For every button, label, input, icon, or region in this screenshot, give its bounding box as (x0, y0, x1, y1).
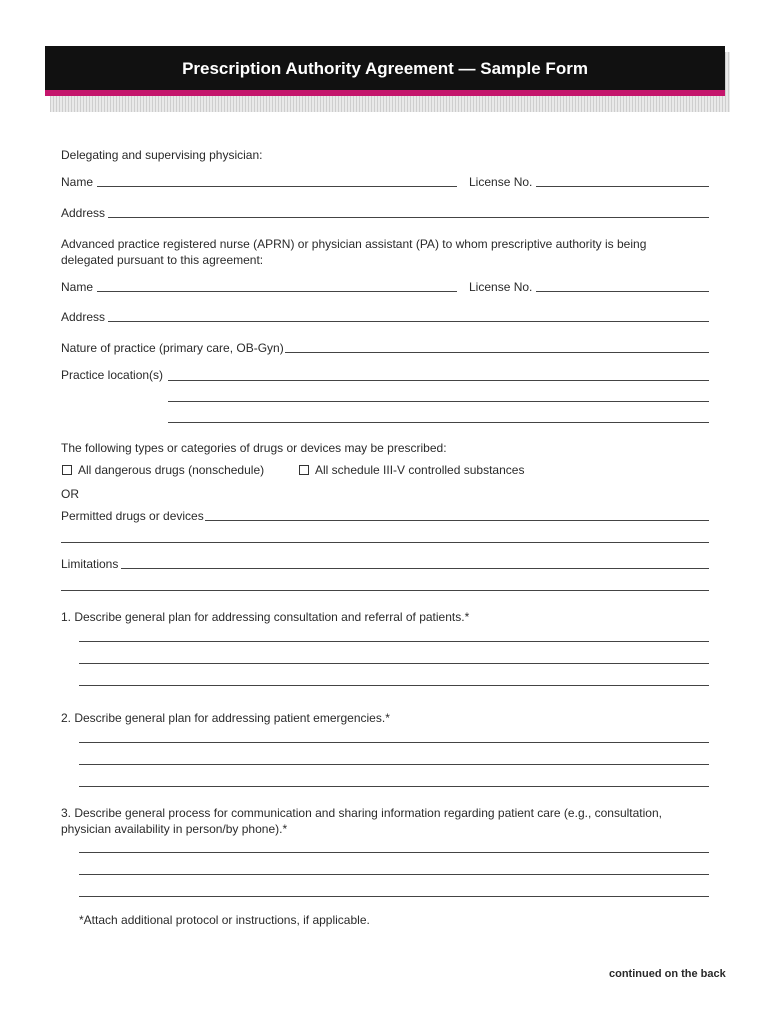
practice-location-field-3[interactable] (168, 422, 709, 423)
physician-name-label: Name (61, 175, 94, 189)
delegate-address-field[interactable] (108, 321, 709, 322)
controlled-substances-label: All schedule III-V controlled substances (315, 463, 525, 477)
question-1-label: 1. Describe general plan for addressing consultation and referral of patients.* (61, 610, 470, 624)
footnote: *Attach additional protocol or instructions, if applicable. (79, 913, 370, 927)
permitted-drugs-field-1[interactable] (205, 520, 709, 521)
question-3-field-3[interactable] (79, 896, 709, 897)
question-2-field-1[interactable] (79, 742, 709, 743)
limitations-field-2[interactable] (61, 590, 709, 591)
practice-location-label: Practice location(s) (61, 368, 164, 382)
delegate-heading: Advanced practice registered nurse (APRN) or physician assistant (PA) to whom prescriptive authority is being delegated pursuant to this agreement: (61, 237, 647, 267)
delegate-name-label: Name (61, 280, 94, 294)
delegate-license-field[interactable] (536, 291, 709, 292)
permitted-drugs-label: Permitted drugs or devices (61, 509, 204, 523)
practice-location-field-2[interactable] (168, 401, 709, 402)
physician-name-field[interactable] (97, 186, 457, 187)
question-2-field-3[interactable] (79, 786, 709, 787)
physician-license-label: License No. (469, 175, 533, 189)
question-1-field-3[interactable] (79, 685, 709, 686)
delegate-license-label: License No. (469, 280, 533, 294)
physician-address-field[interactable] (108, 217, 709, 218)
continued-on-back: continued on the back (609, 968, 726, 980)
question-1-field-2[interactable] (79, 663, 709, 664)
limitations-label: Limitations (61, 557, 119, 571)
controlled-substances-checkbox[interactable] (299, 465, 309, 475)
physician-address-label: Address (61, 206, 106, 220)
question-3-label: 3. Describe general process for communication and sharing information regarding patient care (e.g., consultation, physician availability in person/by phone).* (61, 806, 662, 836)
form-title: Prescription Authority Agreement — Sample Form (45, 46, 725, 91)
permitted-drugs-field-2[interactable] (61, 542, 709, 543)
dangerous-drugs-label: All dangerous drugs (nonschedule) (78, 463, 265, 477)
physician-license-field[interactable] (536, 186, 709, 187)
question-2-label: 2. Describe general plan for addressing patient emergencies.* (61, 711, 390, 725)
limitations-field-1[interactable] (121, 568, 709, 569)
question-2-field-2[interactable] (79, 764, 709, 765)
physician-heading: Delegating and supervising physician: (61, 148, 263, 162)
or-label: OR (61, 487, 79, 501)
practice-location-field-1[interactable] (168, 380, 709, 381)
delegate-address-label: Address (61, 310, 106, 324)
nature-of-practice-label: Nature of practice (primary care, OB-Gyn) (61, 341, 284, 355)
question-3-field-1[interactable] (79, 852, 709, 853)
title-accent-bar (45, 90, 725, 96)
drugs-heading: The following types or categories of drugs or devices may be prescribed: (61, 441, 447, 455)
question-1-field-1[interactable] (79, 641, 709, 642)
question-3-field-2[interactable] (79, 874, 709, 875)
dangerous-drugs-checkbox[interactable] (62, 465, 72, 475)
nature-of-practice-field[interactable] (285, 352, 709, 353)
delegate-name-field[interactable] (97, 291, 457, 292)
